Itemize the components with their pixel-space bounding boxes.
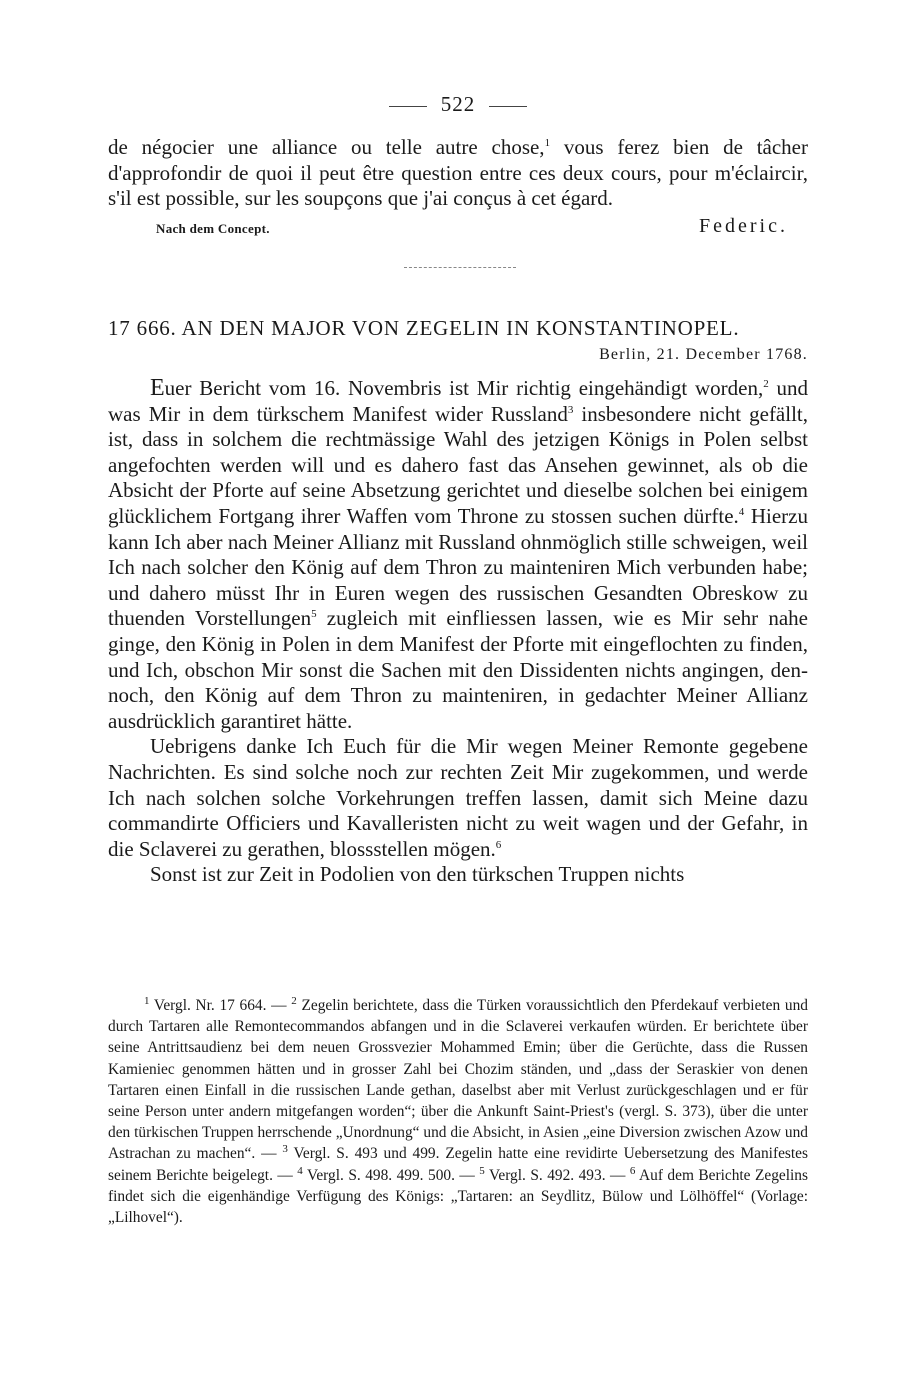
footnote-2-marker: 2 xyxy=(291,994,297,1007)
source-note: Nach dem Concept. xyxy=(156,221,270,236)
footnote-5-marker: 5 xyxy=(479,1164,485,1177)
letter-paragraph-1: Euer Bericht vom 16. Novembris ist Mir richtig eingehändigt worden,$^2$ und was Mir in dem türkschem Manifest wider Russland$^3$ insbesondere nicht gefällt, ist, dass in solchem die rechtmässige Wahl des jetzigen Königs in Polen selbst angefochten werden will und es dahero fast das Ansehen gewinnet, als ob die Absicht der Pforte auf seine Absetzung gerichtet und dieselbe solchen bei einigem glücklichem Fortgang ihrer Waffen vom Throne zu stossen suchen dürfte.$^4$ Hierzu kann Ich aber nach Meiner Allianz mit Russland ohnmöglich stille schweigen, weil Ich nach solcher den König auf dem Thron zu mainteniren Mich verbunden habe; und dahero müsst Ihr in Euren wegen des russischen Gesandten Obreskow zu thuenden Vorstellungen$^5$ zugleich mit einfliessen lassen, wie es Mir sehr nahe ginge, den König in Polen in dem Manifest der Pforte mit eingeflochten zu finden, und Ich, obschon Mir sonst die Sachen mit den Dissidenten nichts angingen, dennoch, den König auf dem Thron zu mainteniren, in gedachter Meiner Allianz ausdrücklich garantiret hätte. xyxy=(108,375,809,733)
footnote-marker-4: 4 xyxy=(738,505,745,518)
continued-paragraph: de négocier une alliance ou telle autre chose,$^1$ vous ferez bien de tâcher d'approfondir de quoi il peut être question entre ces deux cours, pour m'éclaircir, s'il est possible, sur les soupçons que j'ai conçus à cet égard. xyxy=(108,135,808,211)
footnote-block: $^1$ Vergl. Nr. 17 664. — $^2$ Zegelin berichtete, dass die Türken voraussichtlich den Pferdekauf verbieten und durch Tartaren alle Remontecommandos abfangen und in die Sclaverei verkaufen würden. Er berichtete über seine Antrittsaudienz bei dem neuen Grossvezier Mohammed Emin; über die Gerüchte, dass die Russen Kamieniec genommen hätten und in grosser Zahl bei Chozim ständen, und „dass der Seraskier von denen Tartaren einen Einfall in die russischen Lande gethan, daselbst aber mit Verlust zurückgeschlagen und er für seine Person unter andern mitgefangen worden“; über die Ankunft Saint-Priest's (vergl. S. 373), über die unter den türkischen Truppen herrschende „Unordnung“ und die Absicht, in Asien „eine Diversion zwischen Azow und Astrachan zu machen“. — $^3$ Vergl. S. 493 und 499. Zegelin hatte eine revidirte Uebersetzung des Manifestes seinem Berichte beigelegt. — $^4$ Vergl. S. 498. 499. 500. — $^5$ Vergl. S. 492. 493. — $^6$ Auf dem Berichte Zegelins findet sich die eigenhändige Verfügung des Königs: „Tartaren: an Seydlitz, Bülow und Lölhöffel“ (Vorlage: „Lilhovel“). xyxy=(108,994,808,1227)
footnote-marker-2: 2 xyxy=(763,378,769,390)
footnote-4-marker: 4 xyxy=(297,1164,303,1177)
letter-paragraph-2: Uebrigens danke Ich Euch für die Mir wegen Meiner Remonte gegebene Nachrichten. Es sind solche noch zur rechten Zeit Mir zugekommen, und werde Ich nach solchen solche Vorkehrungen treffen lassen, damit sich Meine dazu commandirte Officiers und Kavalleristen nicht zu weit wagen und der Gefahr, in die Sclaverei zu gerathen, blossstellen mögen.$^6$ xyxy=(108,734,808,861)
letter-body xyxy=(108,376,808,888)
section-separator xyxy=(404,267,516,270)
page-number-text: 522 xyxy=(440,92,476,116)
footnote-marker-6: 6 xyxy=(495,838,502,851)
footnote-marker-3: 3 xyxy=(567,403,574,416)
signature: Federic. xyxy=(699,215,788,237)
continued-letter xyxy=(108,135,808,212)
footnote-3-marker: 3 xyxy=(282,1143,288,1156)
letter-heading: 17 666. AN DEN MAJOR VON ZEGELIN IN KONSTANTINOPEL. xyxy=(108,316,740,340)
letter-paragraph-3: Sonst ist zur Zeit in Podolien von den türkschen Truppen nichts xyxy=(150,862,685,887)
footnote-marker-1: 1 xyxy=(544,137,551,149)
footnote-1-marker: 1 xyxy=(144,994,150,1007)
page-number-rule-right xyxy=(489,106,527,107)
page-number-rule-left xyxy=(389,106,427,107)
place-date: Berlin, 21. December 1768. xyxy=(599,346,808,363)
footnotes xyxy=(108,995,808,1228)
initial-letter: E xyxy=(150,375,165,401)
footnote-marker-5: 5 xyxy=(311,608,317,621)
page-number xyxy=(108,92,808,117)
footnote-6-marker: 6 xyxy=(629,1164,636,1177)
